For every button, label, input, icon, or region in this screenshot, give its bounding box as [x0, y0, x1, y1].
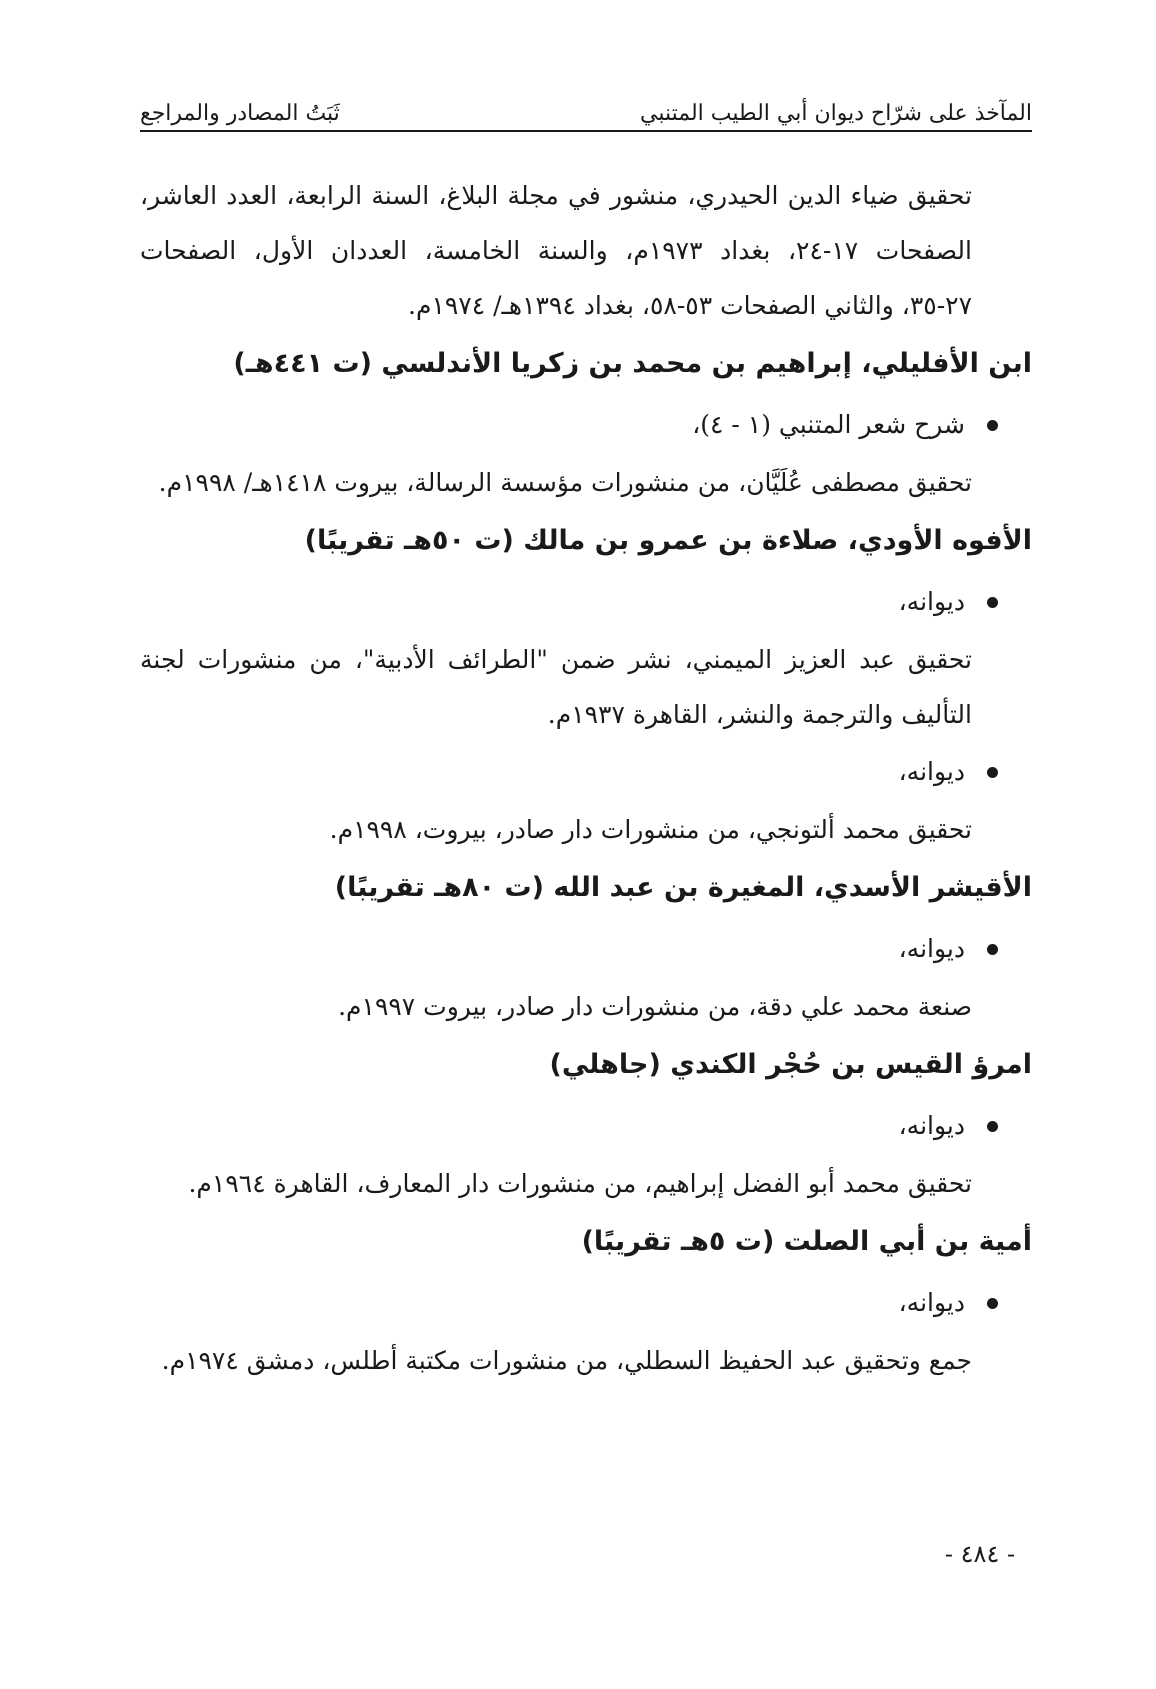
entry-detail: تحقيق محمد ألتونجي، من منشورات دار صادر، بيروت، ١٩٩٨م.	[329, 815, 972, 844]
entry-heading: أمية بن أبي الصلت (ت ٥هـ تقريبًا)	[581, 1226, 1032, 1257]
work-title: ديوانه،	[898, 587, 965, 616]
work-title: ديوانه،	[898, 1288, 965, 1317]
header-rule	[140, 130, 1032, 132]
section-title: ثَبَتُ المصادر والمراجع	[140, 101, 340, 126]
bullet-icon	[987, 767, 998, 778]
entry-bullet	[140, 742, 1032, 802]
entry-bullet	[140, 395, 1032, 455]
entry-detail: تحقيق عبد العزيز الميمني، نشر ضمن "الطرائف الأدبية"، من منشورات لجنة التأليف والترجمة والنشر، القاهرة ١٩٣٧م.	[140, 645, 972, 729]
work-title: شرح شعر المتنبي (١ - ٤)،	[692, 410, 965, 439]
entry-heading: امرؤ القيس بن حُجْر الكندي (جاهلي)	[549, 1049, 1032, 1080]
entry-heading: الأفوه الأودي، صلاءة بن عمرو بن مالك (ت ٥٠هـ تقريبًا)	[304, 525, 1032, 556]
entry-detail: تحقيق محمد أبو الفضل إبراهيم، من منشورات دار المعارف، القاهرة ١٩٦٤م.	[188, 1169, 972, 1198]
entry-bullet	[140, 1096, 1032, 1156]
entry-detail: تحقيق مصطفى عُلَيَّان، من منشورات مؤسسة الرسالة، بيروت ١٤١٨هـ/ ١٩٩٨م.	[158, 468, 972, 497]
bullet-icon	[987, 1298, 998, 1309]
entry-detail: جمع وتحقيق عبد الحفيظ السطلي، من منشورات مكتبة أطلس، دمشق ١٩٧٤م.	[161, 1346, 972, 1375]
bullet-icon	[987, 597, 998, 608]
work-title: ديوانه،	[898, 757, 965, 786]
bullet-icon	[987, 420, 998, 431]
entry-bullet	[140, 1273, 1032, 1333]
running-header	[140, 88, 1032, 128]
entry-detail: تحقيق ضياء الدين الحيدري، منشور في مجلة البلاغ، السنة الرابعة، العدد العاشر، الصفحات ١٧-٢٤، بغداد ١٩٧٣م، والسنة الخامسة، العددان الأول، الصفحات ٢٧-٣٥، والثاني الصفحات ٥٣-٥٨، بغداد ١٣٩٤هـ/ ١٩٧٤م.	[140, 181, 972, 320]
entry-heading: ابن الأفليلي، إبراهيم بن محمد بن زكريا الأندلسي (ت ٤٤١هـ)	[233, 348, 1032, 379]
work-title: ديوانه،	[898, 1111, 965, 1140]
work-title: ديوانه،	[898, 934, 965, 963]
bullet-icon	[987, 1121, 998, 1132]
bullet-icon	[987, 944, 998, 955]
entry-heading: الأقيشر الأسدي، المغيرة بن عبد الله (ت ٨٠هـ تقريبًا)	[334, 872, 1032, 903]
entry-bullet	[140, 572, 1032, 632]
bibliography-body	[140, 168, 1032, 1388]
page-number: - ٤٨٤ -	[944, 1540, 1016, 1568]
entry-detail: صنعة محمد علي دقة، من منشورات دار صادر، بيروت ١٩٩٧م.	[338, 992, 972, 1021]
book-title: المآخذ على شرّاح ديوان أبي الطيب المتنبي	[640, 101, 1032, 126]
entry-bullet	[140, 919, 1032, 979]
